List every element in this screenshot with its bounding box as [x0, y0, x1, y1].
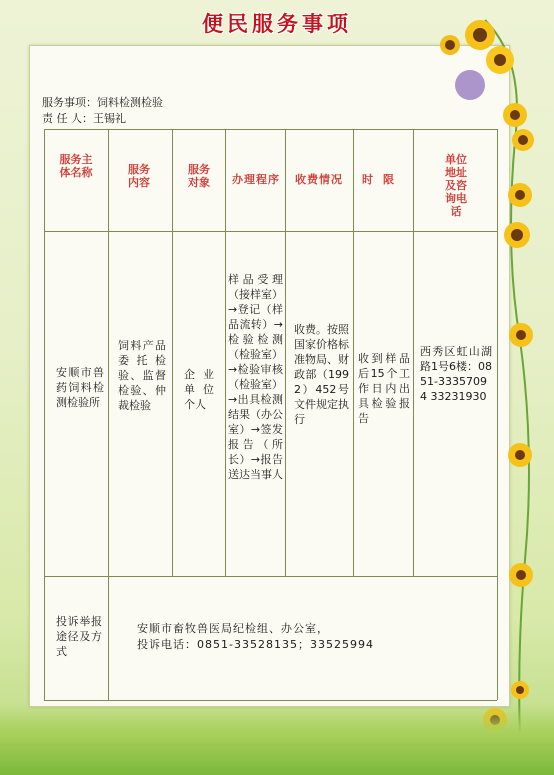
responsible-person-line	[42, 110, 126, 126]
complaint-label: 投诉举报途径及方式	[56, 615, 102, 658]
cell-service-content: 饲料产品委托检验、监督检验、仲裁检验	[118, 339, 166, 412]
header-time-limit: 时限	[362, 173, 404, 186]
responsible-person-label: 责 任 人：	[42, 112, 93, 125]
grass-decoration	[0, 705, 554, 775]
cell-fee: 收费。按照国家价格标准物局、财政部（1992）452号文件规定执行	[294, 323, 349, 426]
cell-service-body: 安顺市兽药饲料检测检验所	[56, 366, 104, 409]
table-col-divider	[172, 129, 173, 576]
header-address-phone: 单位地址及咨询电话	[445, 153, 467, 218]
service-item-label: 服务事项：	[42, 96, 97, 109]
header-service-object: 服务对象	[188, 163, 210, 189]
header-service-body: 服务主体名称	[59, 153, 93, 179]
service-item-value: 饲料检测检验	[97, 96, 163, 109]
cell-time-limit: 收到样品后15个工作日内出具检验报告	[358, 352, 410, 425]
table-col-divider	[285, 129, 286, 576]
page-title: 便民服务事项	[202, 12, 352, 36]
header-service-content: 服务内容	[128, 163, 150, 189]
responsible-person-value: 王锡礼	[93, 112, 126, 125]
table-col-divider	[353, 129, 354, 576]
complaint-line-2: 投诉电话：0851-33528135；33525994	[137, 638, 374, 651]
cell-address-phone: 西秀区虹山湖路1号6楼：0851-33357094 33231930	[420, 345, 492, 403]
complaint-line-1: 安顺市畜牧兽医局纪检组、办公室，	[137, 622, 329, 635]
header-procedure: 办理程序	[232, 173, 280, 186]
table-border-left	[44, 129, 45, 700]
sunflower-decoration	[425, 0, 554, 775]
table-col-divider	[225, 129, 226, 576]
table-col-divider	[108, 129, 109, 700]
header-fee: 收费情况	[295, 173, 343, 186]
cell-service-object: 企业单位个人	[184, 368, 214, 411]
service-item-line	[42, 94, 163, 110]
table-col-divider	[413, 129, 414, 576]
cell-procedure: 样品受理（接样室）→登记（样品流转）→检验检测（检验室）→检验审核（检验室）→出具检测结果（办公室）→签发报告（所长）→报告送达当事人	[228, 273, 283, 481]
